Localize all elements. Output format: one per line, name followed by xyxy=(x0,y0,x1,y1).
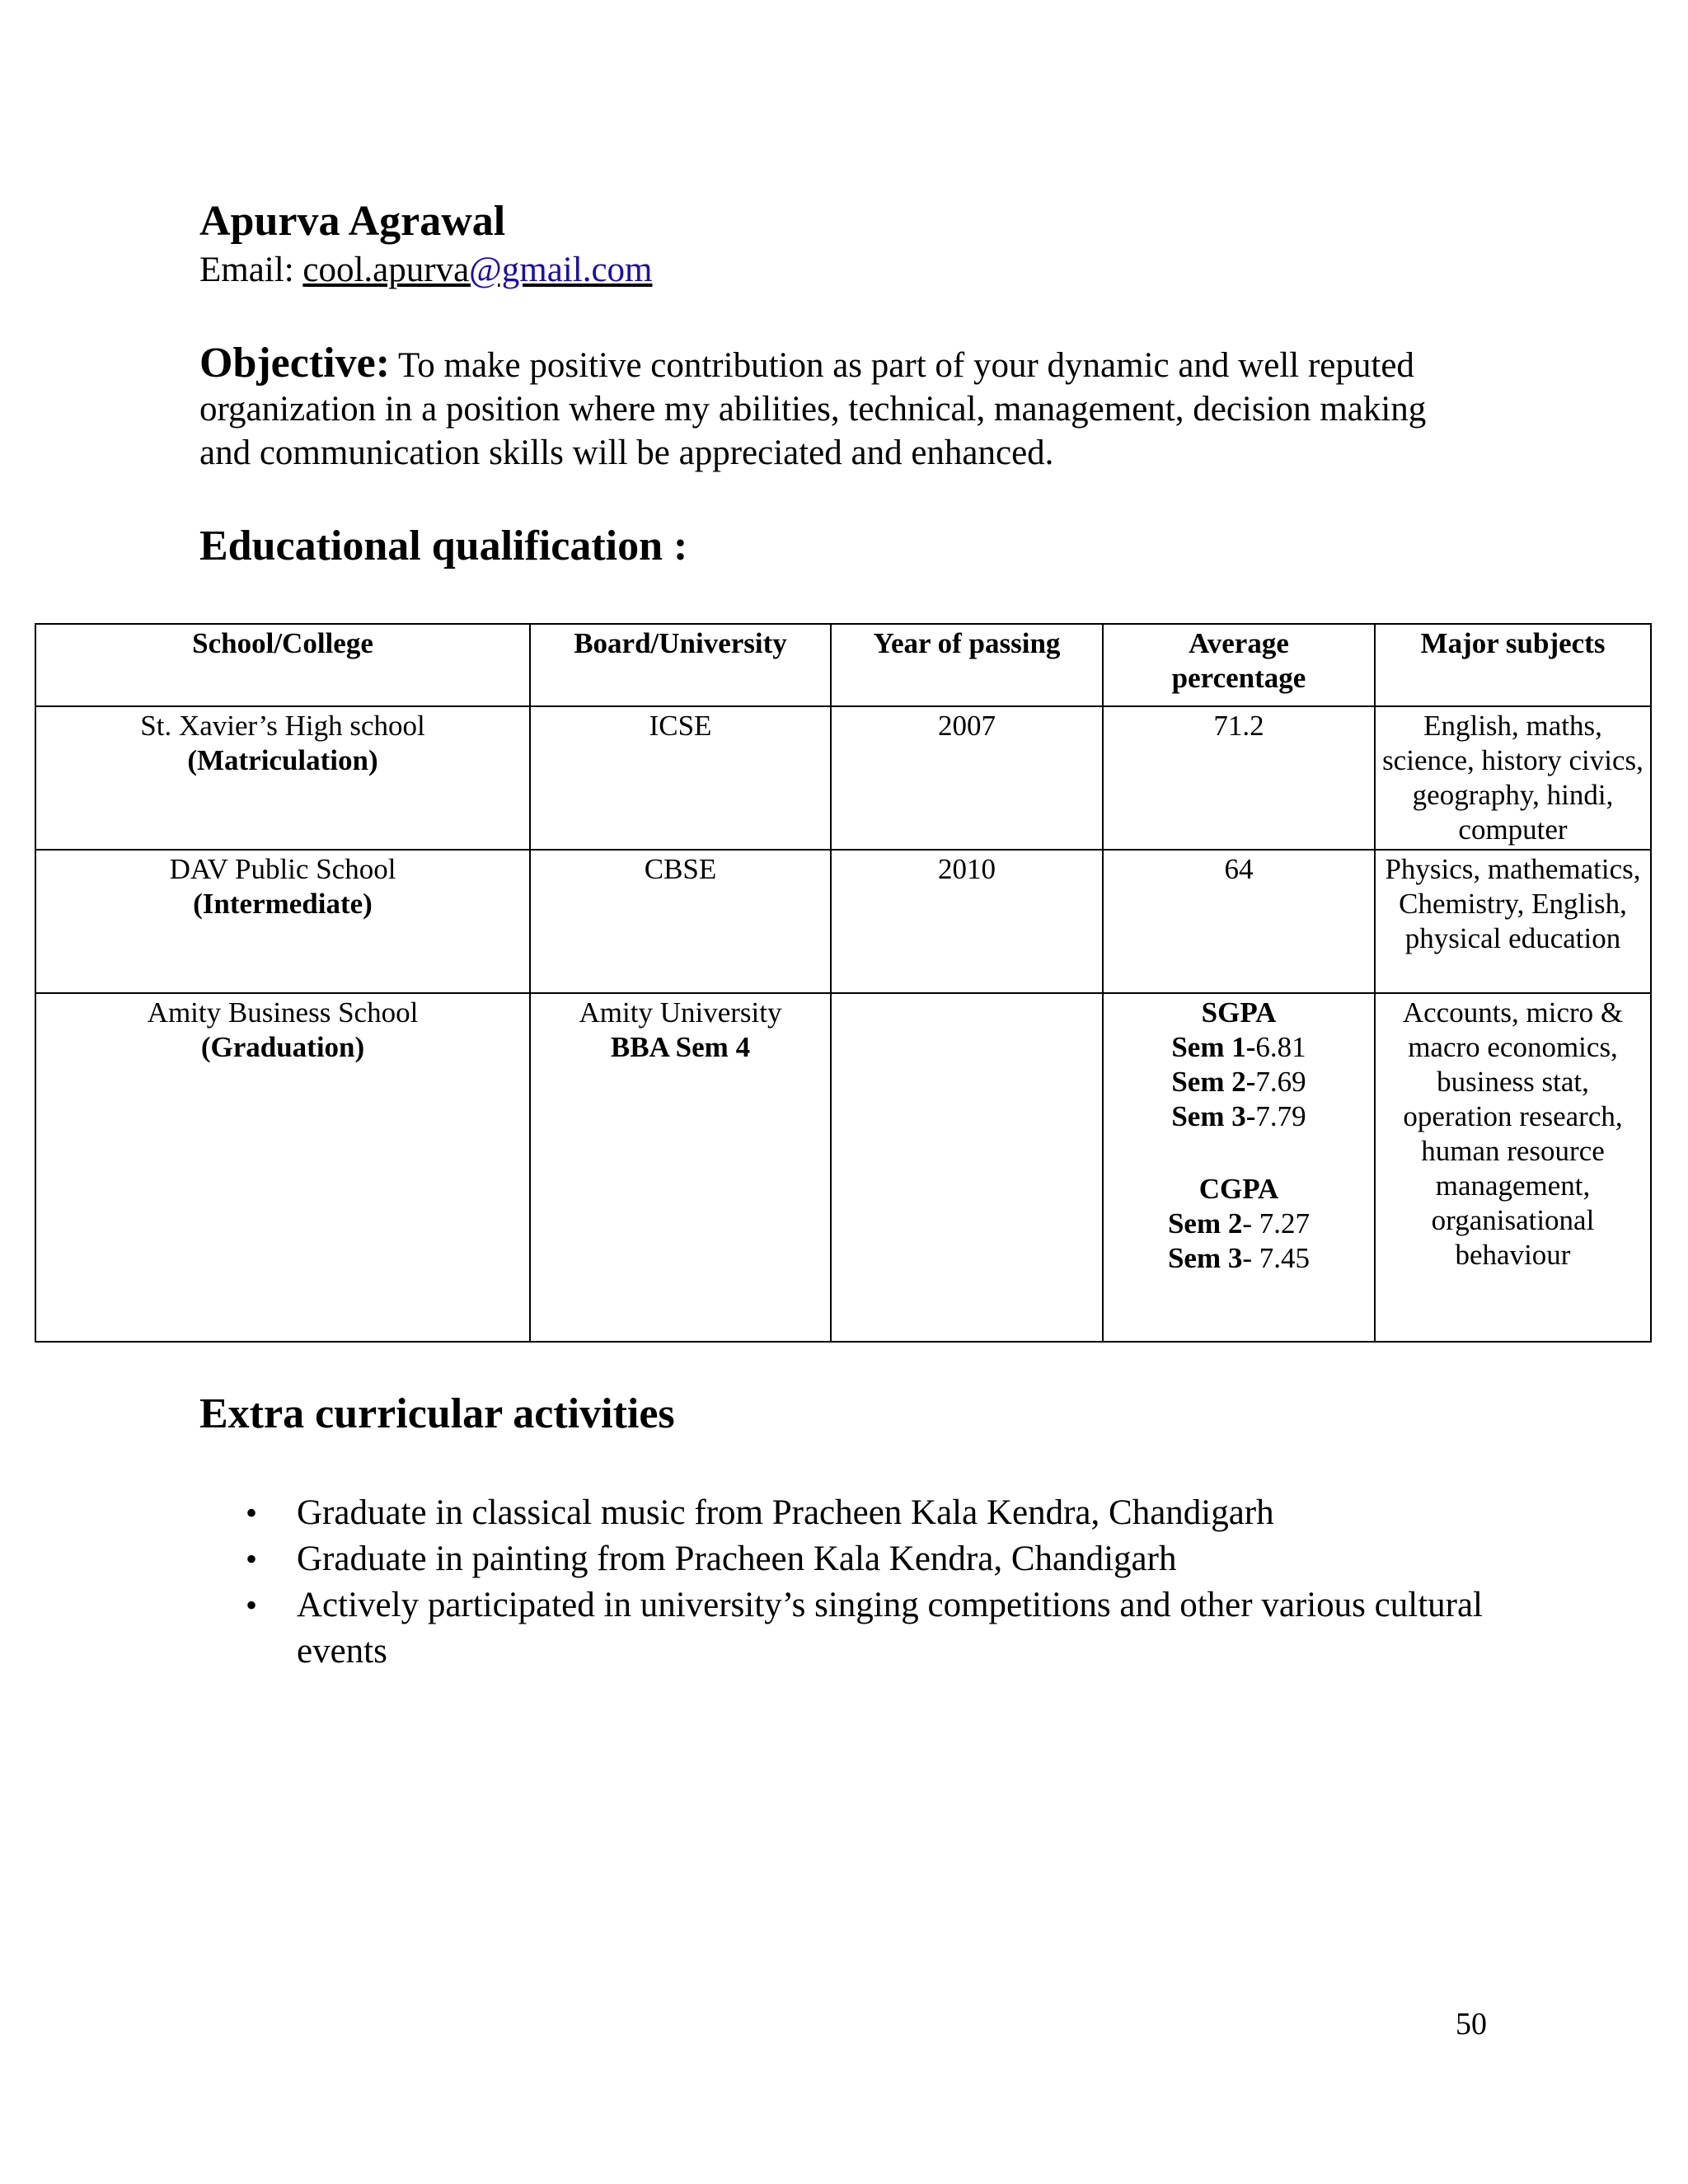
school-name: St. Xavier’s High school xyxy=(140,710,425,742)
email-link[interactable] xyxy=(302,251,652,289)
cell-board: ICSE xyxy=(530,706,831,850)
bullet-icon: • xyxy=(246,1586,258,1624)
header-school: School/College xyxy=(35,624,530,706)
cgpa-label: Sem 3 xyxy=(1167,1242,1243,1274)
email-line xyxy=(199,252,652,288)
subjects-text: Physics, mathematics, Chemistry, English, physical education xyxy=(1385,853,1641,954)
cell-average: 64 xyxy=(1103,850,1375,993)
cgpa-value: - 7.27 xyxy=(1242,1207,1311,1240)
sgpa-line xyxy=(1107,1099,1371,1134)
sgpa-label: Sem 2- xyxy=(1171,1066,1256,1098)
school-level: (Matriculation) xyxy=(187,744,378,776)
email-label: Email: xyxy=(199,251,303,289)
cgpa-label: Sem 2 xyxy=(1167,1207,1243,1240)
cell-subjects: Accounts, micro & macro economics, business stat, operation research, human resource management, organisational behaviour xyxy=(1375,993,1651,1342)
sgpa-label: Sem 3- xyxy=(1171,1100,1256,1132)
cell-year: 2010 xyxy=(831,850,1103,993)
table-row xyxy=(35,850,1651,993)
spacer xyxy=(1107,1134,1371,1172)
cgpa-line xyxy=(1107,1241,1371,1276)
cell-subjects: English, maths, science, history civics, geography, hindi, computer xyxy=(1375,706,1651,850)
cell-subjects xyxy=(1375,850,1651,993)
school-name: DAV Public School xyxy=(169,853,396,885)
list-item xyxy=(241,1490,1526,1536)
sgpa-title: SGPA xyxy=(1201,996,1277,1029)
sgpa-line xyxy=(1107,1030,1371,1065)
sgpa-line xyxy=(1107,1065,1371,1099)
list-item xyxy=(241,1582,1526,1675)
school-level: (Graduation) xyxy=(200,1031,365,1063)
table-row xyxy=(35,993,1651,1342)
board-name: Amity University xyxy=(579,996,782,1029)
table-header-row xyxy=(35,624,1651,706)
cell-school xyxy=(35,706,530,850)
cell-school xyxy=(35,850,530,993)
header-average-text: Average percentage xyxy=(1171,627,1306,694)
extracurricular-heading: Extra curricular activities xyxy=(199,1390,675,1437)
objective-text: To make positive contribution as part of your dynamic and well reputed organization in a position where my abilities, technical, management, decision making and communication skills will be appreciated and enhanced. xyxy=(199,346,1427,472)
school-name: Amity Business School xyxy=(147,996,419,1029)
header-average xyxy=(1103,624,1375,706)
email-domain: @gmail.com xyxy=(469,251,653,289)
cell-board xyxy=(530,993,831,1342)
candidate-name: Apurva Agrawal xyxy=(199,198,506,245)
list-item-text: Graduate in painting from Pracheen Kala Kendra, Chandigarh xyxy=(297,1540,1177,1578)
header-board: Board/University xyxy=(530,624,831,706)
header-year: Year of passing xyxy=(831,624,1103,706)
school-level: (Intermediate) xyxy=(193,888,373,920)
cell-average: 71.2 xyxy=(1103,706,1375,850)
sgpa-value: 7.69 xyxy=(1255,1066,1306,1098)
objective-label: Objective: xyxy=(199,340,391,387)
list-item-text: Graduate in classical music from Pracheen Kala Kendra, Chandigarh xyxy=(297,1493,1274,1532)
cell-year xyxy=(831,993,1103,1342)
cgpa-title: CGPA xyxy=(1198,1173,1279,1205)
cgpa-value: - 7.45 xyxy=(1242,1242,1311,1274)
bullet-icon: • xyxy=(246,1494,258,1531)
sgpa-label: Sem 1- xyxy=(1171,1031,1256,1063)
activities-list xyxy=(241,1490,1526,1675)
cell-year: 2007 xyxy=(831,706,1103,850)
header-subjects: Major subjects xyxy=(1375,624,1651,706)
cgpa-line xyxy=(1107,1207,1371,1241)
sgpa-value: 6.81 xyxy=(1255,1031,1306,1063)
objective-paragraph xyxy=(199,341,1461,475)
education-heading: Educational qualification : xyxy=(199,523,688,569)
sgpa-value: 7.79 xyxy=(1255,1100,1306,1132)
cell-average xyxy=(1103,993,1375,1342)
list-item-text: Actively participated in university’s singing competitions and other various cultural events xyxy=(297,1586,1483,1671)
page-number: 50 xyxy=(1456,2007,1487,2041)
education-table xyxy=(35,623,1652,1343)
bullet-icon: • xyxy=(246,1540,258,1577)
table-row xyxy=(35,706,1651,850)
email-user: cool.apurva xyxy=(302,251,470,289)
cell-board: CBSE xyxy=(530,850,831,993)
board-detail: BBA Sem 4 xyxy=(610,1031,751,1063)
cell-school xyxy=(35,993,530,1342)
list-item xyxy=(241,1536,1526,1582)
